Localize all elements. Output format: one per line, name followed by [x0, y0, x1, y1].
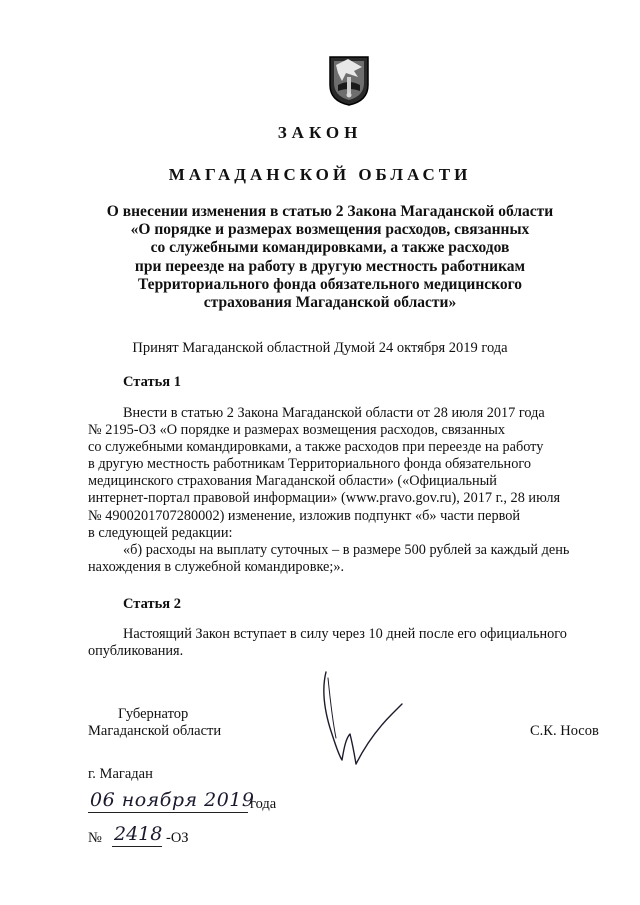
text-line: в следующей редакции: — [88, 524, 233, 541]
text-line: № 2195-ОЗ «О порядке и размерах возмещения расходов, связанных — [88, 422, 506, 439]
coat-of-arms-icon — [328, 55, 370, 107]
text-line: Внести в статью 2 Закона Магаданской области от 28 июля 2017 года — [123, 405, 545, 421]
text-line: в другую местность работникам Территориального фонда обязательного — [88, 456, 532, 473]
text-line: интернет-портал правовой информации» (www.pravo.gov.ru), 2017 г., 28 июля — [88, 490, 561, 507]
subject-line: со служебными командировками, а также расходов — [150, 239, 510, 257]
text-line: со служебными командировками, а также расходов при переезде на работу — [88, 439, 544, 456]
region-heading: МАГАДАНСКОЙ ОБЛАСТИ — [168, 165, 472, 184]
governor-signature — [312, 668, 412, 778]
number-sign: № — [88, 830, 102, 846]
article-2-text — [88, 626, 608, 660]
date-suffix: года — [250, 796, 277, 812]
signatory-title — [88, 706, 221, 740]
law-subject-title — [80, 203, 580, 312]
text-line: опубликования. — [88, 643, 184, 660]
subject-line: при переезде на работу в другую местность работникам — [134, 257, 526, 275]
document-type-heading: ЗАКОН — [277, 123, 363, 142]
adoption-note: Принят Магаданской областной Думой 24 октября 2019 года — [132, 340, 508, 356]
subject-line: Территориального фонда обязательного медицинского — [137, 275, 523, 293]
number-suffix: -ОЗ — [166, 830, 189, 846]
signatory-title-line: Губернатор — [118, 706, 189, 722]
handwritten-date: 06 ноября 2019 — [90, 789, 255, 811]
text-line: нахождения в служебной командировке;». — [88, 558, 345, 575]
text-line: Настоящий Закон вступает в силу через 10 дней после его официального — [123, 626, 567, 642]
handwritten-number: 2418 — [114, 823, 163, 845]
signatory-title-line: Магаданской области — [88, 723, 222, 739]
text-line: медицинского страхования Магаданской области» («Официальный — [88, 473, 497, 490]
article-1-text — [88, 405, 608, 576]
subject-line: страхования Магаданской области» — [203, 294, 457, 312]
text-line: «б) расходы на выплату суточных – в размере 500 рублей за каждый день — [123, 541, 570, 558]
law-number — [88, 823, 228, 850]
signatory-name: С.К. Носов — [530, 723, 599, 739]
place-of-signing: г. Магадан — [88, 766, 153, 782]
text-line: № 4900201707280002) изменение, изложив подпункт «б» части первой — [88, 507, 521, 524]
article-1-heading: Статья 1 — [123, 374, 181, 390]
subject-line: О внесении изменения в статью 2 Закона Магаданской области — [106, 203, 554, 220]
article-2-heading: Статья 2 — [123, 596, 181, 612]
subject-line: «О порядке и размерах возмещения расходов, связанных — [130, 221, 530, 239]
